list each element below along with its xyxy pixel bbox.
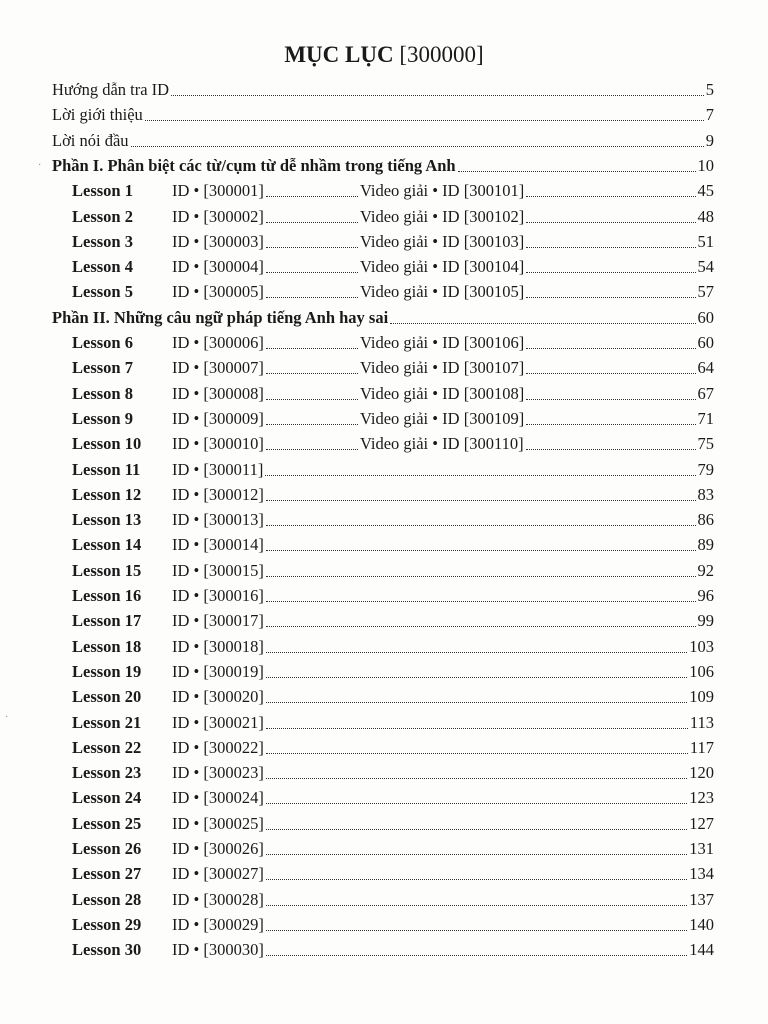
lesson-id: ID • [300007] — [172, 358, 264, 378]
lesson-entry — [52, 657, 714, 682]
dot-leader — [266, 929, 687, 931]
dot-leader — [526, 271, 695, 273]
page-number: 144 — [689, 940, 714, 960]
lesson-entry — [52, 783, 714, 808]
dot-leader — [266, 651, 687, 653]
lesson-label: Lesson 9 — [72, 408, 133, 428]
dot-leader — [266, 701, 687, 703]
dot-leader — [526, 398, 695, 400]
page-number: 71 — [697, 408, 714, 428]
lesson-entry — [52, 606, 714, 631]
lesson-label: Lesson 18 — [72, 636, 142, 656]
page-number: 83 — [697, 484, 714, 504]
lesson-label: Lesson 12 — [72, 484, 142, 504]
dot-leader — [458, 170, 696, 172]
dot-leader — [526, 372, 695, 374]
lesson-entry — [52, 809, 714, 834]
lesson-id: ID • [300014] — [172, 535, 264, 555]
page-number: 137 — [689, 889, 714, 909]
dot-leader — [266, 727, 688, 729]
lesson-label: Lesson 14 — [72, 535, 142, 555]
lesson-id: ID • [300002] — [172, 206, 264, 226]
page-number: 5 — [705, 80, 714, 99]
scan-mark: · — [5, 712, 9, 723]
dot-leader — [266, 777, 687, 779]
lesson-id: ID • [300028] — [172, 889, 264, 909]
page-number: 120 — [689, 763, 714, 783]
dot-leader — [526, 448, 696, 450]
lesson-id: ID • [300008] — [172, 383, 264, 403]
page-title — [0, 40, 768, 70]
dot-leader — [266, 904, 687, 906]
lesson-id: ID • [300029] — [172, 914, 264, 934]
part-heading — [52, 151, 714, 176]
lesson-entry — [52, 202, 714, 227]
lesson-label: Lesson 3 — [72, 231, 133, 251]
lesson-id: ID • [300018] — [172, 636, 264, 656]
dot-leader — [266, 296, 358, 298]
dot-leader — [266, 828, 687, 830]
lesson-entry — [52, 758, 714, 783]
lesson-label: Lesson 1 — [72, 181, 133, 201]
lesson-label: Lesson 24 — [72, 788, 142, 808]
part-label: Phần I. Phân biệt các từ/cụm từ dễ nhầm trong tiếng Anh — [52, 155, 456, 175]
lesson-entry — [52, 530, 714, 555]
lesson-entry — [52, 859, 714, 884]
lesson-label: Lesson 4 — [72, 257, 133, 277]
dot-leader — [266, 676, 687, 678]
lesson-id: ID • [300021] — [172, 712, 264, 732]
title-text: MỤC LỤC — [284, 42, 394, 67]
lesson-label: Lesson 27 — [72, 864, 142, 884]
lesson-entry — [52, 632, 714, 657]
page-number: 109 — [689, 687, 714, 707]
lesson-label: Lesson 13 — [72, 510, 142, 530]
lesson-entry — [52, 935, 714, 960]
lesson-id: ID • [300026] — [172, 839, 264, 858]
lesson-entry — [52, 556, 714, 581]
lesson-label: Lesson 6 — [72, 333, 133, 352]
video-id: Video giải • ID [300108] — [359, 383, 525, 403]
dot-leader — [526, 296, 695, 298]
dot-leader — [266, 246, 358, 248]
title-id: [300000] — [399, 42, 484, 67]
dot-leader — [266, 575, 696, 577]
dot-leader — [266, 625, 696, 627]
video-id: Video giải • ID [300102] — [359, 206, 525, 226]
lesson-id: ID • [300017] — [172, 611, 264, 631]
lesson-label: Lesson 25 — [72, 813, 142, 833]
page-number: 60 — [697, 333, 714, 352]
lesson-id: ID • [300019] — [172, 661, 264, 681]
lesson-entry — [52, 910, 714, 935]
lesson-entry — [52, 379, 714, 404]
lesson-entry — [52, 404, 714, 429]
dot-leader — [266, 524, 696, 526]
page-number: 134 — [689, 864, 714, 884]
entry-label: Lời nói đầu — [52, 130, 129, 150]
page-number: 96 — [697, 586, 714, 605]
page-number: 113 — [689, 712, 714, 732]
lesson-id: ID • [300010] — [172, 434, 264, 454]
dot-leader — [390, 322, 695, 324]
lesson-id: ID • [300020] — [172, 687, 264, 707]
page-number: 64 — [697, 358, 714, 378]
dot-leader — [526, 246, 695, 248]
page-number: 51 — [697, 231, 714, 251]
lesson-entry — [52, 480, 714, 505]
lesson-label: Lesson 15 — [72, 560, 142, 580]
dot-leader — [265, 474, 695, 476]
lesson-label: Lesson 30 — [72, 940, 142, 960]
lesson-id: ID • [300009] — [172, 408, 264, 428]
dot-leader — [266, 954, 687, 956]
lesson-id: ID • [300004] — [172, 257, 264, 277]
lesson-id: ID • [300027] — [172, 864, 264, 884]
page-number: 7 — [705, 105, 714, 125]
lesson-entry — [52, 708, 714, 733]
toc-entry — [52, 126, 714, 151]
page-number: 99 — [697, 611, 714, 631]
video-id: Video giải • ID [300109] — [359, 408, 525, 428]
dot-leader — [526, 423, 695, 425]
lesson-label: Lesson 20 — [72, 687, 142, 707]
lesson-id: ID • [300024] — [172, 788, 264, 808]
dot-leader — [266, 347, 358, 349]
part-heading — [52, 303, 714, 328]
dot-leader — [131, 145, 704, 147]
dot-leader — [266, 600, 696, 602]
lesson-id: ID • [300025] — [172, 813, 264, 833]
lesson-label: Lesson 17 — [72, 611, 142, 631]
dot-leader — [266, 271, 358, 273]
lesson-entry — [52, 277, 714, 302]
page-number: 117 — [689, 737, 714, 757]
video-id: Video giải • ID [300105] — [359, 282, 525, 302]
video-id: Video giải • ID [300103] — [359, 231, 525, 251]
lesson-label: Lesson 29 — [72, 914, 142, 934]
page-number: 106 — [689, 661, 714, 681]
dot-leader — [526, 221, 695, 223]
lesson-id: ID • [300015] — [172, 560, 264, 580]
page-number: 123 — [689, 788, 714, 808]
page-number: 67 — [697, 383, 714, 403]
lesson-label: Lesson 5 — [72, 282, 133, 302]
lesson-label: Lesson 8 — [72, 383, 133, 403]
lesson-id: ID • [300030] — [172, 940, 264, 960]
dot-leader — [266, 448, 358, 450]
lesson-entry — [52, 682, 714, 707]
lesson-entry — [52, 733, 714, 758]
page-number: 57 — [697, 282, 714, 302]
dot-leader — [266, 752, 688, 754]
lesson-label: Lesson 19 — [72, 661, 142, 681]
dot-leader — [266, 802, 687, 804]
page-number: 10 — [697, 155, 714, 175]
entry-label: Lời giới thiệu — [52, 105, 143, 125]
lesson-label: Lesson 22 — [72, 737, 142, 757]
lesson-entry — [52, 227, 714, 252]
dot-leader — [526, 195, 695, 197]
dot-leader — [266, 549, 696, 551]
lesson-label: Lesson 10 — [72, 434, 142, 454]
lesson-label: Lesson 2 — [72, 206, 133, 226]
lesson-label: Lesson 16 — [72, 586, 142, 605]
lesson-entry — [52, 328, 714, 353]
lesson-entry — [52, 176, 714, 201]
page-number: 131 — [689, 839, 714, 858]
lesson-entry — [52, 834, 714, 859]
dot-leader — [145, 119, 704, 121]
lesson-id: ID • [300003] — [172, 231, 264, 251]
lesson-id: ID • [300013] — [172, 510, 264, 530]
video-id: Video giải • ID [300104] — [359, 257, 525, 277]
lesson-id: ID • [300022] — [172, 737, 264, 757]
toc-entry — [52, 75, 714, 100]
lesson-label: Lesson 11 — [72, 459, 141, 479]
dot-leader — [266, 221, 358, 223]
page-number: 92 — [697, 560, 714, 580]
dot-leader — [266, 853, 687, 855]
page-number: 60 — [697, 307, 714, 327]
lesson-label: Lesson 23 — [72, 763, 142, 783]
toc-entry — [52, 100, 714, 125]
lesson-id: ID • [300016] — [172, 586, 264, 605]
part-label: Phần II. Những câu ngữ pháp tiếng Anh hay sai — [52, 307, 389, 327]
lesson-entry — [52, 885, 714, 910]
video-id: Video giải • ID [300101] — [359, 181, 525, 201]
lesson-entry — [52, 505, 714, 530]
lesson-label: Lesson 26 — [72, 839, 142, 858]
video-id: Video giải • ID [300110] — [359, 434, 524, 454]
page-number: 79 — [697, 459, 714, 479]
page-number: 48 — [697, 206, 714, 226]
lesson-label: Lesson 28 — [72, 889, 142, 909]
lesson-entry — [52, 429, 714, 454]
page-number: 45 — [697, 181, 714, 201]
dot-leader — [266, 423, 358, 425]
lesson-label: Lesson 21 — [72, 712, 142, 732]
lesson-entry — [52, 581, 714, 606]
lesson-entry — [52, 455, 714, 480]
page-number: 86 — [697, 510, 714, 530]
page-number: 54 — [697, 257, 714, 277]
dot-leader — [266, 398, 358, 400]
lesson-id: ID • [300012] — [172, 484, 264, 504]
dot-leader — [266, 372, 358, 374]
dot-leader — [266, 499, 696, 501]
page-number: 75 — [697, 434, 714, 454]
page-number: 9 — [705, 130, 714, 150]
lesson-entry — [52, 353, 714, 378]
page-number: 89 — [697, 535, 714, 555]
dot-leader — [526, 347, 695, 349]
scan-mark: · — [38, 160, 42, 171]
page-number: 127 — [689, 813, 714, 833]
page-number: 140 — [689, 914, 714, 934]
lesson-id: ID • [300005] — [172, 282, 264, 302]
lesson-label: Lesson 7 — [72, 358, 133, 378]
page-number: 103 — [689, 636, 714, 656]
dot-leader — [266, 878, 687, 880]
lesson-id: ID • [300011] — [172, 459, 264, 479]
video-id: Video giải • ID [300107] — [359, 358, 525, 378]
lesson-id: ID • [300006] — [172, 333, 264, 352]
dot-leader — [266, 195, 358, 197]
dot-leader — [171, 94, 704, 96]
lesson-id: ID • [300023] — [172, 763, 264, 783]
video-id: Video giải • ID [300106] — [359, 333, 525, 352]
lesson-entry — [52, 252, 714, 277]
lesson-id: ID • [300001] — [172, 181, 264, 201]
entry-label: Hướng dẫn tra ID — [52, 80, 170, 99]
